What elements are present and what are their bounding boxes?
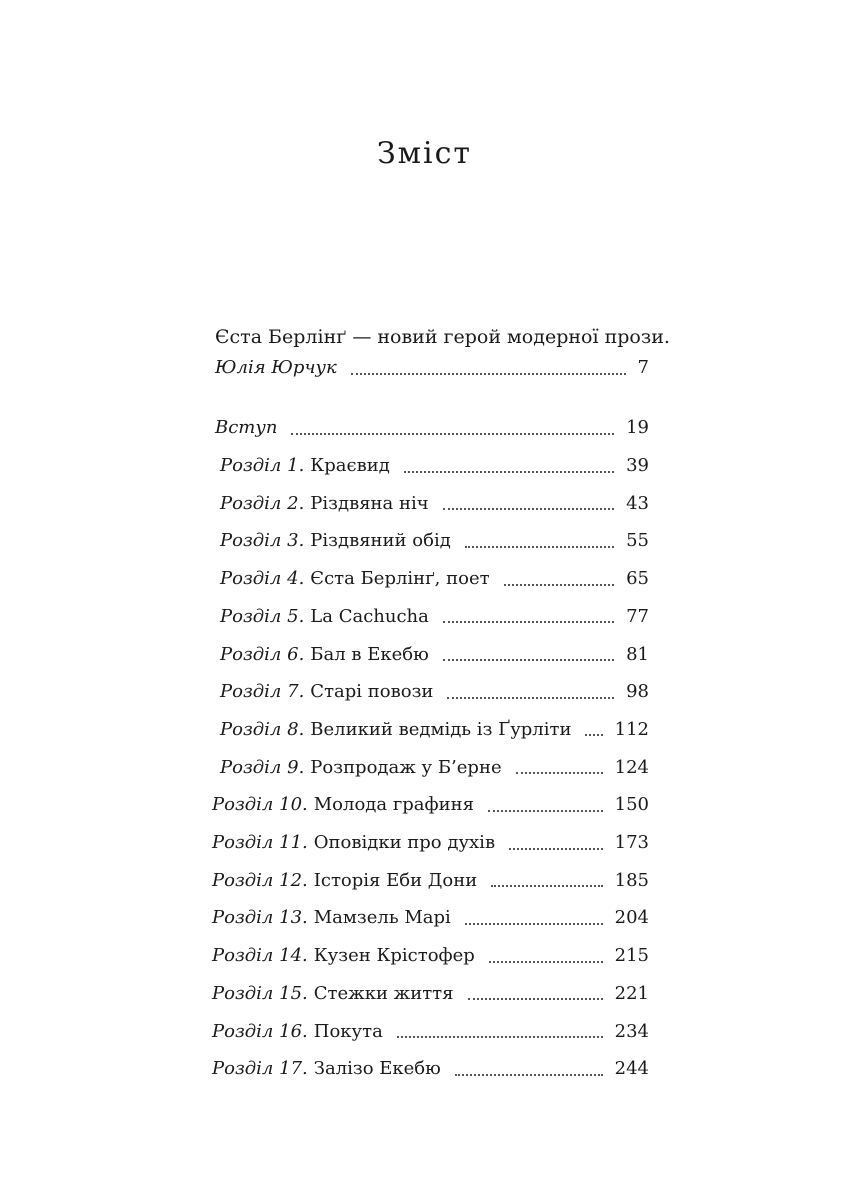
page-number: 65 bbox=[626, 568, 649, 590]
chapter-title: Історія Еби Дони bbox=[313, 869, 478, 891]
dot-leader bbox=[447, 696, 614, 699]
chapter-prefix: Розділ 3. bbox=[220, 530, 305, 552]
page-number: 185 bbox=[614, 869, 649, 891]
toc-row-chapter[interactable] bbox=[212, 493, 649, 521]
toc-row-chapter[interactable] bbox=[212, 1021, 649, 1049]
chapter-title: Розпродаж у Б’ерне bbox=[310, 756, 502, 778]
chapter-title: Покута bbox=[313, 1020, 383, 1042]
chapter-title: Кузен Крістофер bbox=[313, 945, 475, 967]
intro-essay-title: Єста Берлінґ — новий герой модерної прози. bbox=[215, 326, 670, 348]
chapter-prefix: Розділ 8. bbox=[220, 718, 305, 740]
chapter-title: Старі повози bbox=[310, 681, 434, 703]
page-number: 150 bbox=[614, 794, 649, 816]
chapter-title: Оповідки про духів bbox=[313, 832, 496, 853]
chapter-prefix: Розділ 10. bbox=[212, 794, 308, 816]
chapter-title: Залізо Екебю bbox=[313, 1058, 441, 1080]
chapter-prefix: Розділ 5. bbox=[220, 605, 305, 627]
chapter-title: Стежки життя bbox=[313, 982, 454, 1004]
toc-row-chapter[interactable] bbox=[212, 681, 649, 709]
toc-row-chapter[interactable] bbox=[212, 983, 649, 1011]
chapter-title: La Cachucha bbox=[310, 605, 429, 627]
page-number: 7 bbox=[637, 357, 649, 378]
page-number: 19 bbox=[626, 417, 649, 438]
page-number: 81 bbox=[626, 643, 649, 665]
page-number: 112 bbox=[614, 718, 649, 740]
chapter-prefix: Розділ 15. bbox=[212, 982, 308, 1004]
dot-leader bbox=[468, 997, 603, 1000]
dot-leader bbox=[509, 847, 603, 850]
dot-leader bbox=[351, 372, 626, 375]
dot-leader bbox=[488, 809, 603, 812]
toc-row-chapter[interactable] bbox=[212, 530, 649, 558]
page-title: Зміст bbox=[376, 136, 473, 171]
chapter-title: Різдвяний обід bbox=[310, 530, 451, 552]
dot-leader bbox=[443, 658, 614, 661]
toc-row-chapter[interactable] bbox=[212, 757, 649, 785]
preface-label: Вступ bbox=[215, 417, 278, 438]
page-number: 244 bbox=[614, 1058, 649, 1080]
dot-leader bbox=[465, 545, 614, 548]
chapter-prefix: Розділ 16. bbox=[212, 1020, 308, 1042]
toc-row-chapter[interactable] bbox=[212, 794, 649, 822]
chapter-title: Бал в Екебю bbox=[310, 643, 429, 665]
page-number: 173 bbox=[614, 832, 649, 853]
dot-leader bbox=[489, 960, 603, 963]
chapter-title: Різдвяна ніч bbox=[310, 492, 429, 514]
page-number: 55 bbox=[626, 530, 649, 552]
intro-author: Юлія Юрчук bbox=[215, 357, 337, 378]
page-number: 39 bbox=[626, 455, 649, 476]
dot-leader bbox=[455, 1073, 603, 1076]
chapter-prefix: Розділ 17. bbox=[212, 1058, 308, 1080]
page-number: 77 bbox=[626, 605, 649, 627]
dot-leader bbox=[516, 771, 603, 774]
chapter-prefix: Розділ 4. bbox=[220, 568, 305, 590]
toc-row-chapter[interactable] bbox=[212, 455, 649, 483]
toc-row-chapter[interactable] bbox=[212, 907, 649, 935]
dot-leader bbox=[443, 620, 614, 623]
page-number: 98 bbox=[626, 681, 649, 703]
page-number: 204 bbox=[614, 907, 649, 929]
toc-row-intro[interactable] bbox=[212, 357, 649, 385]
page-number: 43 bbox=[626, 492, 649, 514]
dot-leader bbox=[465, 922, 603, 925]
dot-leader bbox=[397, 1035, 603, 1038]
dot-leader bbox=[585, 733, 602, 736]
toc-row-preface[interactable] bbox=[212, 417, 649, 445]
toc-row-chapter[interactable] bbox=[212, 644, 649, 672]
dot-leader bbox=[291, 432, 614, 435]
toc-row-chapter[interactable] bbox=[212, 568, 649, 596]
dot-leader bbox=[443, 507, 614, 510]
toc-row-chapter[interactable] bbox=[212, 719, 649, 747]
chapter-prefix: Розділ 11. bbox=[212, 832, 308, 853]
dot-leader bbox=[404, 470, 614, 473]
chapter-title: Краєвид bbox=[310, 455, 390, 476]
chapter-title: Великий ведмідь із Ґурліти bbox=[310, 718, 572, 740]
dot-leader bbox=[504, 583, 615, 586]
toc-row-chapter[interactable] bbox=[212, 870, 649, 898]
chapter-title: Молода графиня bbox=[313, 794, 474, 816]
page-number: 234 bbox=[614, 1020, 649, 1042]
dot-leader bbox=[491, 884, 602, 887]
toc-row-chapter[interactable] bbox=[212, 606, 649, 634]
toc-row-chapter[interactable] bbox=[212, 832, 649, 860]
page-number: 215 bbox=[614, 945, 649, 967]
chapter-prefix: Розділ 13. bbox=[212, 907, 308, 929]
chapter-prefix: Розділ 7. bbox=[220, 681, 305, 703]
toc-row-chapter[interactable] bbox=[212, 945, 649, 973]
chapter-prefix: Розділ 1. bbox=[220, 455, 305, 476]
chapter-prefix: Розділ 12. bbox=[212, 869, 308, 891]
toc-row-chapter[interactable] bbox=[212, 1058, 649, 1086]
chapter-prefix: Розділ 14. bbox=[212, 945, 308, 967]
chapter-title: Єста Берлінґ, поет bbox=[310, 568, 490, 590]
chapter-prefix: Розділ 2. bbox=[220, 492, 305, 514]
chapter-prefix: Розділ 9. bbox=[220, 756, 305, 778]
chapter-title: Мамзель Марі bbox=[313, 907, 451, 929]
page-number: 124 bbox=[614, 756, 649, 778]
chapter-prefix: Розділ 6. bbox=[220, 643, 305, 665]
page-number: 221 bbox=[614, 982, 649, 1004]
